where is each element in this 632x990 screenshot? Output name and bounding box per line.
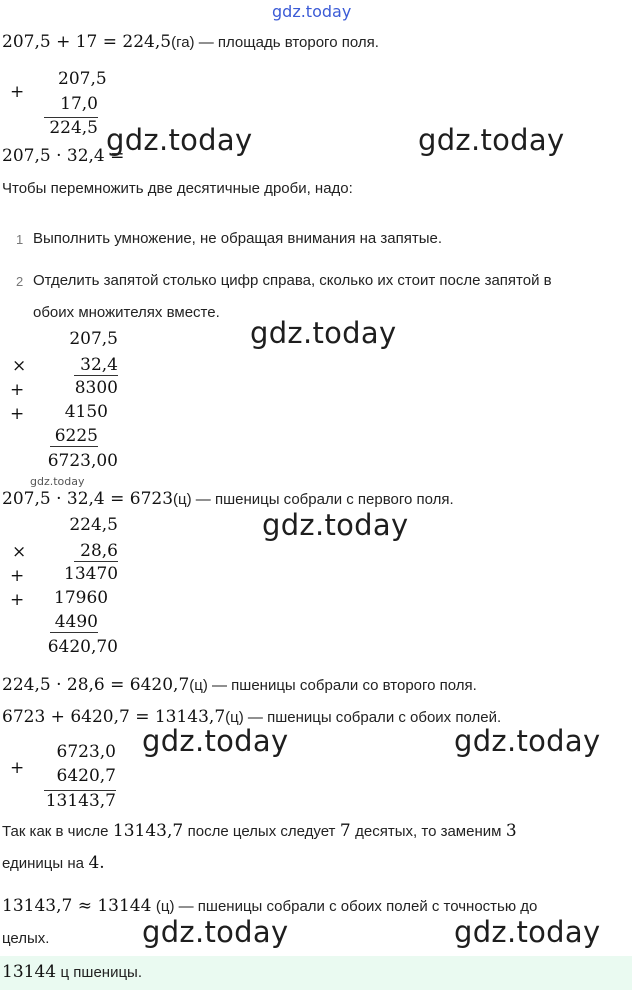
add-result: 13143,7 xyxy=(45,791,116,811)
mul-partial-2: 17960 xyxy=(54,588,109,608)
add-term-a: 207,5 xyxy=(58,69,107,89)
text-part: Так как в числе xyxy=(2,823,109,840)
rounding-explanation-cont xyxy=(2,853,105,873)
rule-item-text: Отделить запятой столько цифр справа, сколько их стоит после запятой в xyxy=(33,272,552,289)
times-sign: × xyxy=(12,542,27,562)
watermark-small: gdz.today xyxy=(30,475,85,488)
answer-line xyxy=(2,962,142,982)
rule-item-number: 1 xyxy=(16,232,24,247)
line-text: (ц) — пшеницы собрали с первого поля. xyxy=(173,491,454,508)
watermark: gdz.today xyxy=(142,915,289,949)
watermark: gdz.today xyxy=(454,724,601,758)
watermark: gdz.today xyxy=(106,123,253,157)
add-term-b: 6420,7 xyxy=(56,766,116,786)
line-text: (ц) — пшеницы собрали со второго поля. xyxy=(189,677,477,694)
add-term-a: 6723,0 xyxy=(56,742,116,762)
mul-factor-b: 32,4 xyxy=(74,355,118,376)
math-expression: 224,5 · 28,6 = 6420,7 xyxy=(2,675,190,695)
mul-result: 6420,70 xyxy=(47,637,118,657)
math-number: 3 xyxy=(505,821,517,841)
rule-item-text-cont: обоих множителях вместе. xyxy=(33,304,220,321)
watermark: gdz.today xyxy=(142,724,289,758)
line-area-second-field xyxy=(2,32,379,52)
line-text: (ц) — пшеницы собрали с обоих полей. xyxy=(225,709,502,726)
mul-partial-1: 8300 xyxy=(74,378,118,398)
watermark: gdz.today xyxy=(262,508,409,542)
period: . xyxy=(99,853,105,873)
answer-text: ц пшеницы. xyxy=(60,964,143,981)
text-part: после целых следует xyxy=(187,823,336,840)
rule-item-text: Выполнить умножение, не обращая внимания на запятые. xyxy=(33,230,443,247)
mul-factor-b: 28,6 xyxy=(74,541,118,562)
watermark: gdz.today xyxy=(250,316,397,350)
watermark: gdz.today xyxy=(454,915,601,949)
plus-sign: + xyxy=(10,380,25,400)
math-expression: 207,5 · 32,4 = 6723 xyxy=(2,489,174,509)
line-first-field-wheat xyxy=(2,489,454,509)
math-number: 13143,7 xyxy=(112,821,184,841)
rule-intro: Чтобы перемножить две десятичные дроби, надо: xyxy=(2,180,353,197)
watermark-top: gdz.today xyxy=(272,2,352,21)
mul-partial-1: 13470 xyxy=(64,564,119,584)
math-number: 4 xyxy=(88,853,100,873)
rule-item-number: 2 xyxy=(16,274,24,289)
answer-number: 13144 xyxy=(2,962,57,982)
mul-partial-3: 6225 xyxy=(50,426,98,447)
watermark: gdz.today xyxy=(418,123,565,157)
rounding-explanation xyxy=(2,821,517,841)
line-second-field-wheat xyxy=(2,675,477,695)
plus-sign: + xyxy=(10,590,25,610)
add-sign: + xyxy=(10,82,25,102)
text-part: единицы на xyxy=(2,855,84,872)
plus-sign: + xyxy=(10,404,25,424)
math-number: 7 xyxy=(339,821,351,841)
line-multiply-start: 207,5 · 32,4 = xyxy=(2,146,125,166)
math-expression: 13143,7 ≈ 13144 xyxy=(2,896,152,916)
times-sign: × xyxy=(12,356,27,376)
mul-partial-3: 4490 xyxy=(50,612,98,633)
mul-partial-2: 4150 xyxy=(64,402,108,422)
line-approximation xyxy=(2,896,537,916)
line-approximation-cont: целых. xyxy=(2,930,50,947)
answer-box xyxy=(0,956,632,990)
add-sign: + xyxy=(10,758,25,778)
mul-result: 6723,00 xyxy=(47,451,118,471)
add-result: 224,5 xyxy=(44,117,98,138)
text-part: десятых, то заменим xyxy=(355,823,502,840)
mul-factor-a: 224,5 xyxy=(69,515,118,535)
add-term-b: 17,0 xyxy=(60,94,98,114)
math-expression: 6723 + 6420,7 = 13143,7 xyxy=(2,707,226,727)
math-expression: 207,5 + 17 = 224,5 xyxy=(2,32,172,52)
line-text: (га) — площадь второго поля. xyxy=(171,34,379,51)
plus-sign: + xyxy=(10,566,25,586)
line-text: (ц) — пшеницы собрали с обоих полей с точностью до xyxy=(155,898,538,915)
mul-factor-a: 207,5 xyxy=(69,329,118,349)
